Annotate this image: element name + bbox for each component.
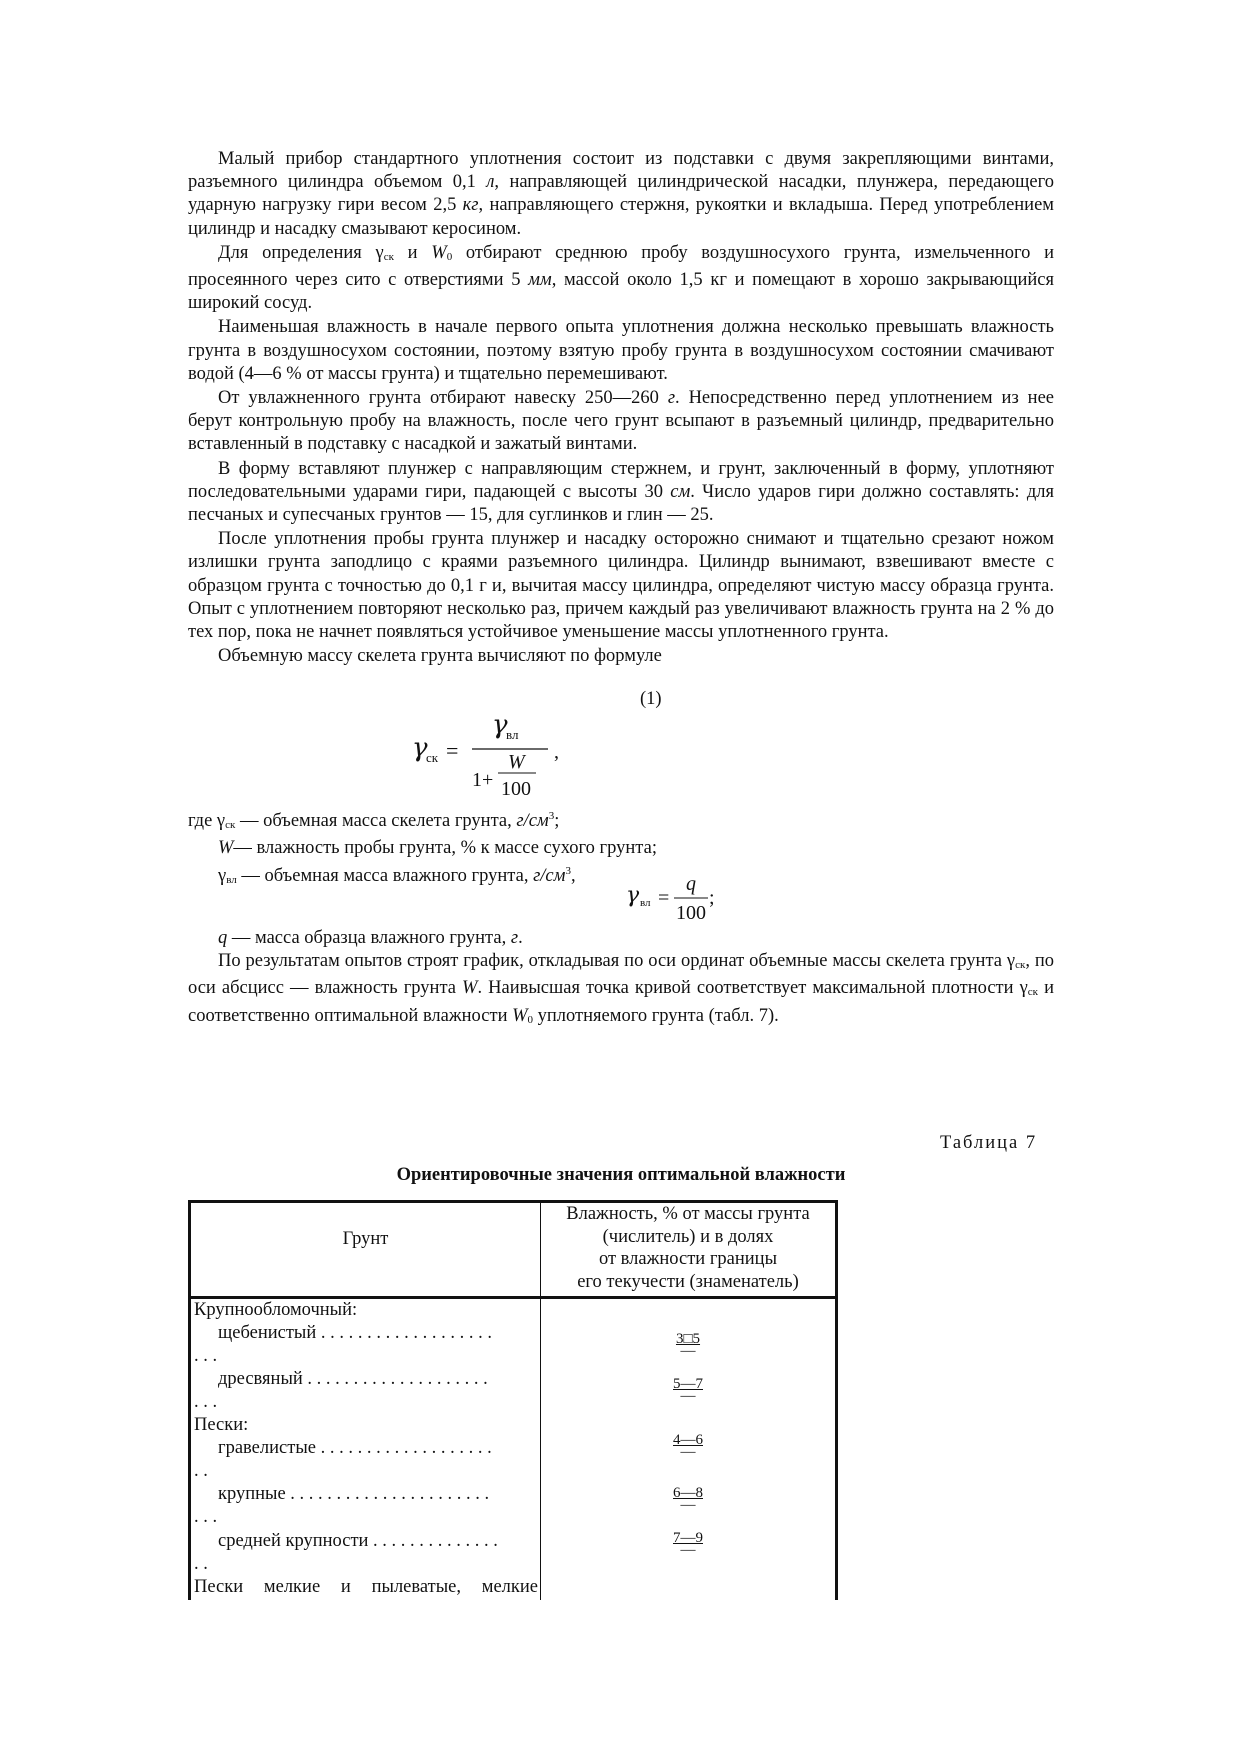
table-label: Таблица 7 bbox=[940, 1133, 1038, 1153]
moisture-table bbox=[188, 1200, 838, 1600]
formula-wet-density bbox=[626, 868, 726, 924]
table-header-soil: Грунт bbox=[342, 1229, 389, 1249]
formula1-lhs-sub: ск bbox=[426, 750, 439, 765]
body-text bbox=[188, 148, 1054, 668]
row-group-label: Пески: bbox=[194, 1415, 249, 1435]
table-border-right bbox=[835, 1200, 838, 1600]
table-row bbox=[194, 1576, 538, 1599]
row-soil-name: крупные . . . . . . . . . . . . . . . . . . . . . . bbox=[218, 1484, 490, 1504]
row-leader-tail: . . bbox=[194, 1554, 208, 1574]
formula1-num-sub: вл bbox=[506, 727, 519, 742]
formula2-trail: ; bbox=[709, 887, 715, 909]
paragraph-compaction: В форму вставляют плунжер с направляющим стержнем, и грунт, заключенный в форму, уплотняют последовательными ударами гири, падающей с высоты 30 см. Число ударов гири должно составлять: для песчаных и супесчаных грунтов — 15, для суглинков и глин — 25. bbox=[188, 458, 1054, 526]
formula2-lhs-sub: вл bbox=[640, 897, 651, 909]
table-cell-value: 5—7 — bbox=[673, 1376, 703, 1404]
paragraph-moisture: Наименьшая влажность в начале первого опыта уплотнения должна несколько превышать влажность грунта в воздушносухом состоянии, поэтому взятую пробу грунта в воздушносухом состоянии смачивают водой (4—6 % от массы грунта) и тщательно перемешивают. bbox=[188, 317, 1054, 384]
table-cell-value: 6—8 — bbox=[673, 1485, 703, 1513]
where-line-dry: где γск — объемная масса скелета грунта, $г/см^3$; bbox=[188, 810, 560, 831]
formula2-num: q bbox=[686, 873, 696, 895]
row-group-label: Пески мелкие и пылеватые, мелкие bbox=[194, 1577, 538, 1597]
formula1-lhs: γ bbox=[412, 733, 428, 763]
table-row bbox=[194, 1483, 538, 1529]
table-title: Ориентировочные значения оптимальной влажности bbox=[396, 1165, 846, 1185]
row-leader-tail: . . bbox=[194, 1461, 208, 1481]
paragraph-graph: По результатам опытов строят график, откладывая по оси ординат объемные массы скелета грунта γск, по оси абсцисс — влажность грунта W. Наивысшая точка кривой соответствует максимальной плотности γск и соответственно оптимальной влажности W0 уплотняемого грунта (табл. 7). bbox=[188, 951, 1055, 1026]
svg-text:=: = bbox=[446, 738, 459, 763]
table-row bbox=[194, 1299, 538, 1368]
paragraph-formula-intro: Объемную массу скелета грунта вычисляют по формуле bbox=[218, 646, 662, 667]
where-line-moisture: W— влажность пробы грунта, % к массе сухого грунта; bbox=[218, 838, 657, 859]
q-definition: q — масса образца влажного грунта, г. bbox=[218, 928, 523, 948]
row-leader-tail: . . . bbox=[194, 1392, 218, 1412]
where-line-wet: γвл — объемная масса влажного грунта, $г/см^3$, bbox=[218, 865, 576, 887]
table-cell-value: 7—9 — bbox=[673, 1530, 703, 1558]
table-cell-value: 3□5 — bbox=[675, 1331, 701, 1359]
table-cell-value: 4—6 — bbox=[673, 1432, 703, 1460]
table-row bbox=[194, 1530, 538, 1576]
formula-dry-density bbox=[410, 706, 590, 798]
formula1-den-den: 100 bbox=[501, 778, 531, 798]
table-row bbox=[194, 1414, 538, 1483]
table-row bbox=[194, 1368, 538, 1414]
paragraph-sampling: Для определения γск и W0 отбирают среднюю пробу воздушносухого грунта, измельченного и просеянного через сито с отверстиями 5 мм, массой около 1,5 кг и помещают в хорошо закрывающийся широкий сосуд. bbox=[188, 242, 1055, 314]
row-soil-name: дресвяный . . . . . . . . . . . . . . . . . . . . bbox=[218, 1369, 488, 1389]
where-block bbox=[188, 805, 1054, 893]
row-leader-tail: . . . bbox=[194, 1507, 218, 1527]
table-border-left bbox=[188, 1200, 191, 1600]
table-header-moisture: Влажность, % от массы грунта (числитель) и в долях от влажности границы его текучести (знаменатель) bbox=[566, 1204, 810, 1292]
svg-text:=: = bbox=[658, 887, 670, 909]
row-group-label: Крупнообломочный: bbox=[194, 1300, 358, 1320]
paragraph-sample-weight: От увлажненного грунта отбирают навеску 250—260 г. Непосредственно перед уплотнением из нее берут контрольную пробу на влажность, после чего грунт всыпают в разъемный цилиндр, предварительно вставленный в подставку с насадкой и зажатый винтами. bbox=[188, 388, 1054, 455]
formula1-den-num: W bbox=[508, 751, 525, 773]
row-soil-name: средней крупности . . . . . . . . . . . . . . bbox=[218, 1531, 498, 1551]
row-soil-name: гравелистые . . . . . . . . . . . . . . . . . . . bbox=[218, 1438, 492, 1458]
paragraph-device: Малый прибор стандартного уплотнения состоит из подставки с двумя закрепляющими винтами, разъемного цилиндра объемом 0,1 л, направляющей цилиндрической насадки, плунжера, передающего ударную нагрузку гири весом 2,5 кг, направляющего стержня, рукоятки и вкладыша. Перед употреблением цилиндр и насадку смазывают керосином. bbox=[188, 149, 1054, 239]
equation-number: (1) bbox=[640, 689, 662, 709]
formula1-den-prefix: 1+ bbox=[472, 769, 494, 791]
row-leader-tail: . . . bbox=[194, 1346, 218, 1366]
formula2-den: 100 bbox=[676, 902, 706, 924]
paragraph-after-compaction: После уплотнения пробы грунта плунжер и насадку осторожно снимают и тщательно срезают ножом излишки грунта заподлицо с краями разъемного цилиндра. Цилиндр вынимают, взвешивают вместе с образцом грунта с точностью до 0,1 г и, вычитая массу цилиндра, определяют чистую массу образца грунта. Опыт с уплотнением повторяют несколько раз, причем каждый раз увеличивают влажность грунта на 2 % до тех пор, пока не начнет появляться устойчивое уменьшение массы уплотненного грунта. bbox=[188, 529, 1054, 643]
formula1-trail: , bbox=[554, 741, 559, 763]
row-soil-name: щебенистый . . . . . . . . . . . . . . . . . . . bbox=[218, 1323, 493, 1343]
formula2-lhs: γ bbox=[626, 883, 640, 908]
after-formula-text bbox=[188, 927, 1054, 1032]
formula1-num: γ bbox=[492, 710, 508, 740]
